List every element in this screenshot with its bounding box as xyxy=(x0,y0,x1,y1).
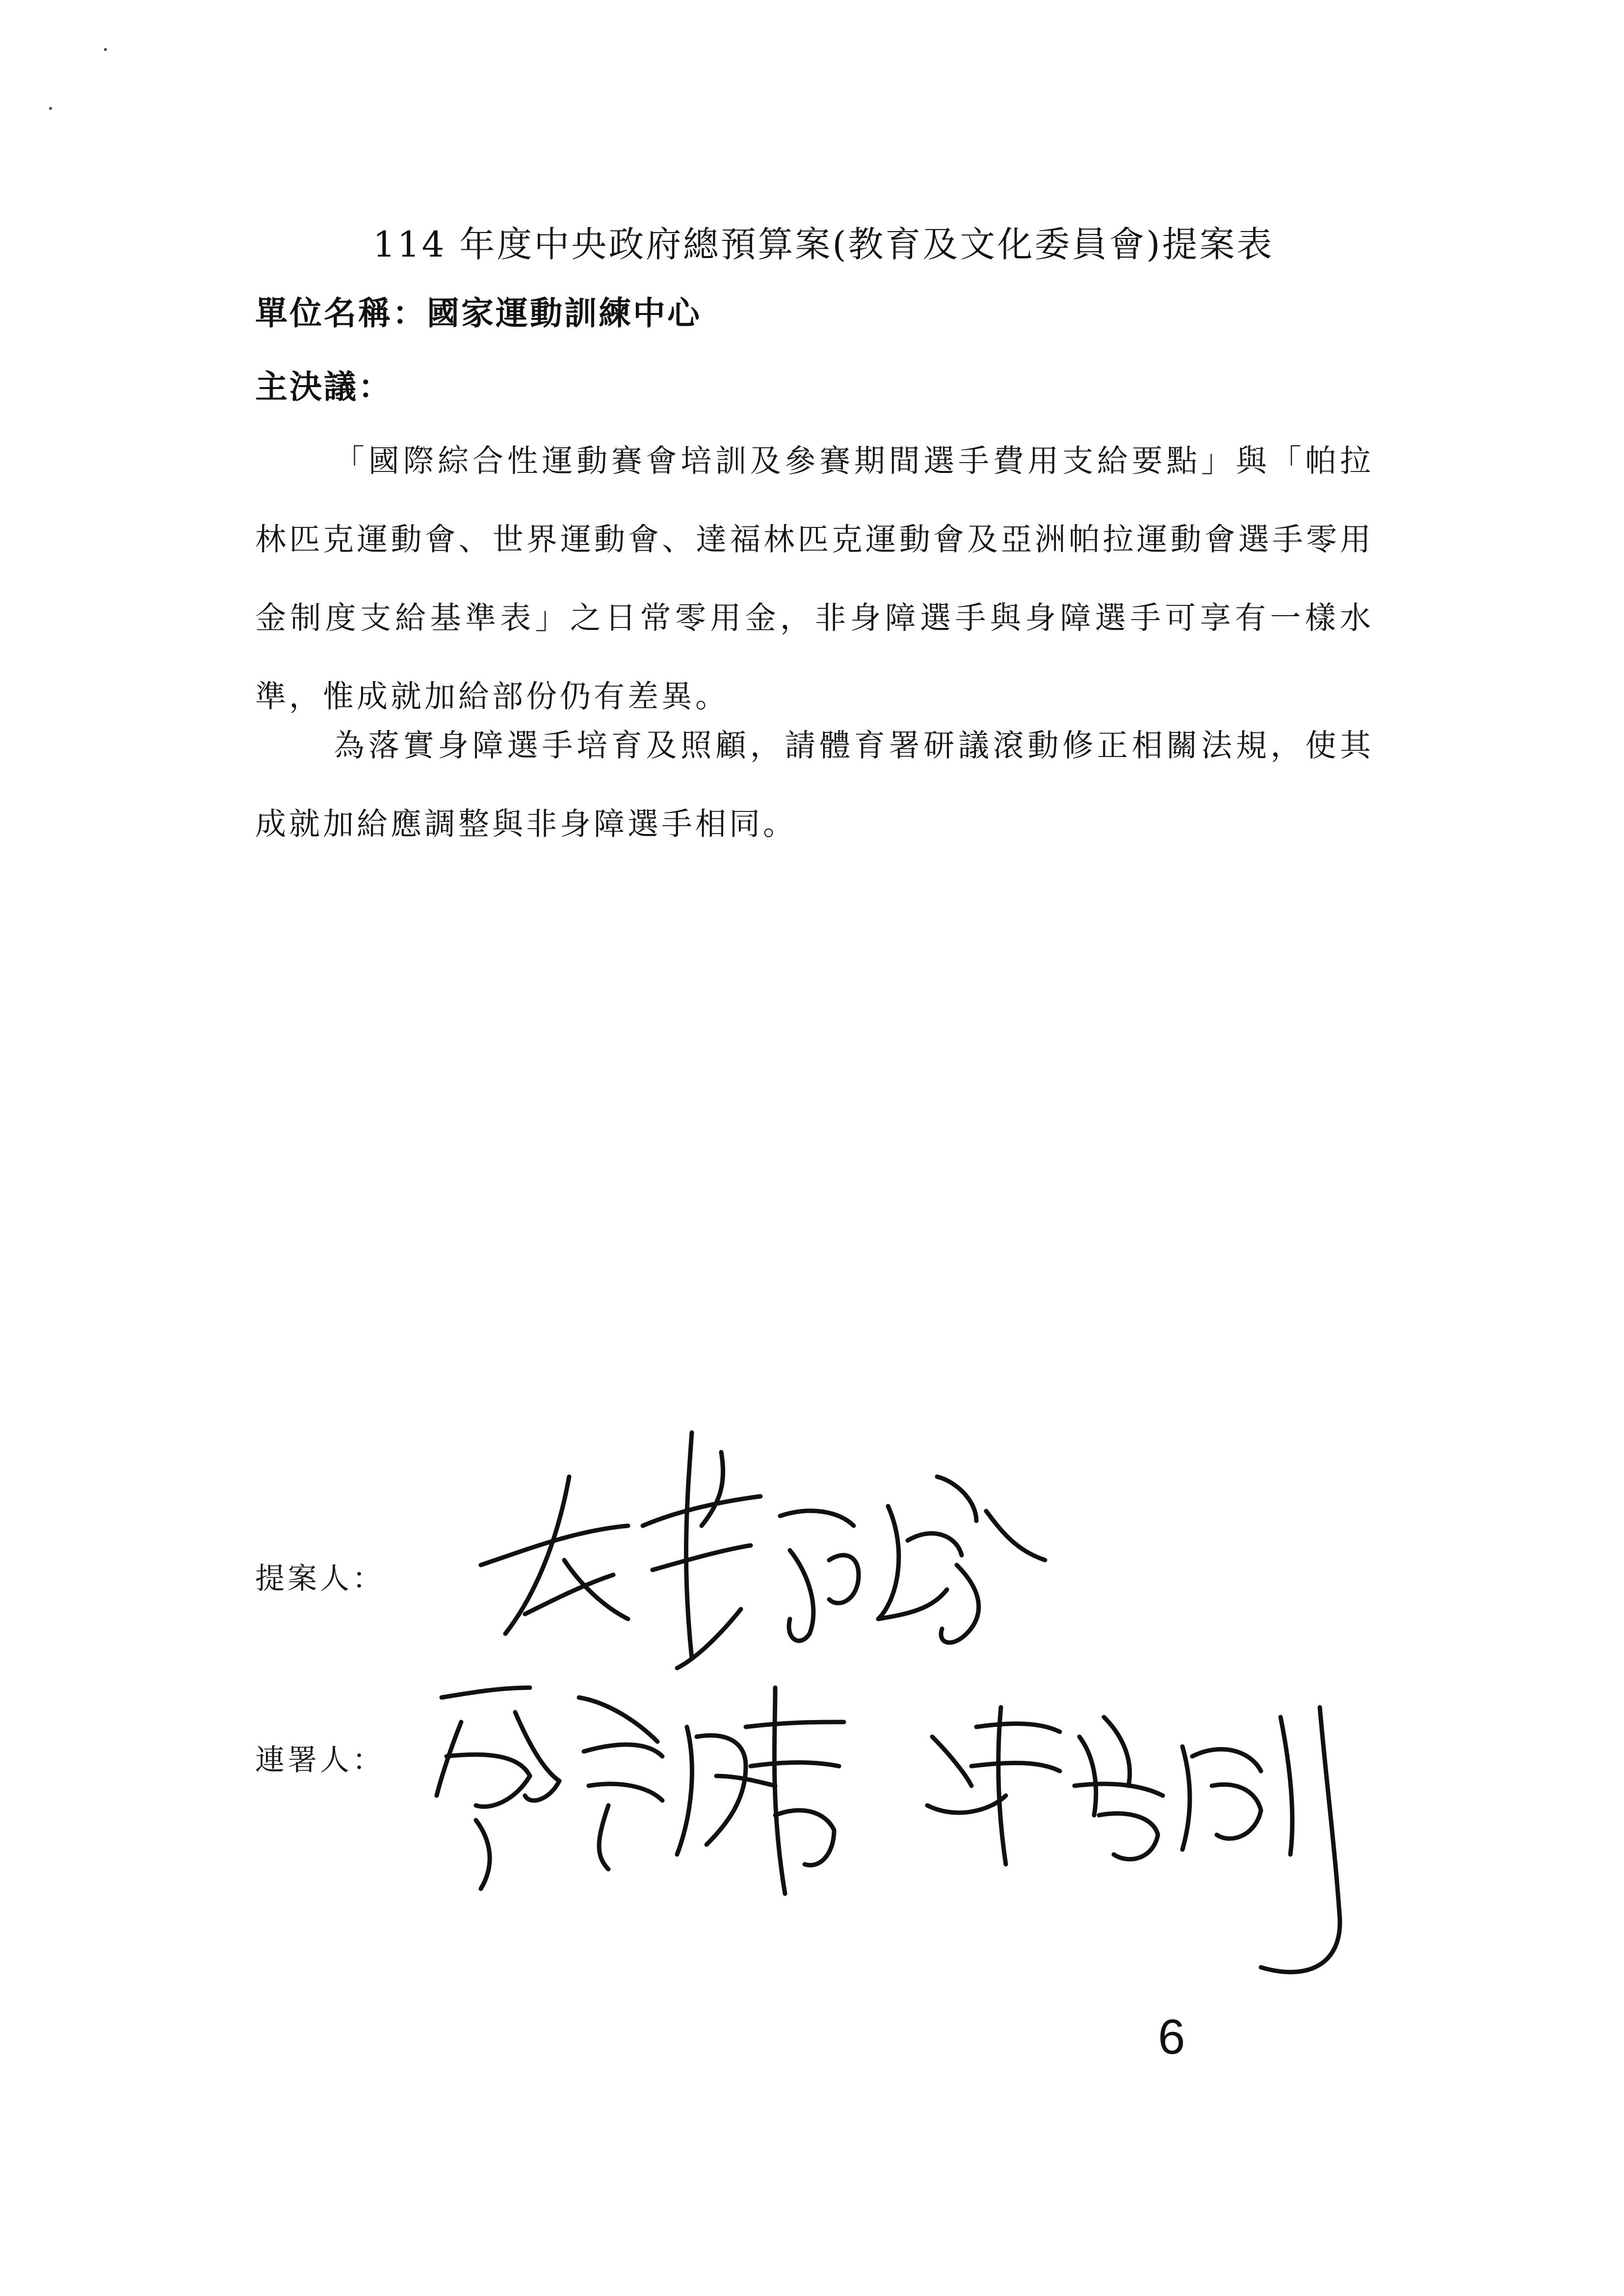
unit-name: 單位名稱：國家運動訓練中心 xyxy=(255,294,702,332)
resolution-paragraph-1: 「國際綜合性運動賽會培訓及參賽期間選手費用支給要點」與「帕拉林匹克運動會、世界運動會、達福林匹克運動會及亞洲帕拉運動會選手零用金制度支給基準表」之日常零用金，非身障選手與身障選手可享有一樣水準，惟成就加給部份仍有差異。 xyxy=(255,443,1374,714)
resolution-paragraph-2: 為落實身障選手培育及照顧，請體育署研議滾動修正相關法規，使其成就加給應調整與非身障選手相同。 xyxy=(255,728,1374,842)
cosigner-signature-1 xyxy=(432,1658,873,1913)
scan-speck xyxy=(49,107,52,110)
scan-speck xyxy=(104,48,107,51)
document-title: 114 年度中央政府總預算案(教育及文化委員會)提案表 xyxy=(373,224,1274,265)
proposer-label: 提案人： xyxy=(255,1562,385,1596)
proposer-signature xyxy=(466,1403,1055,1678)
cosigner-label: 連署人： xyxy=(255,1743,385,1777)
resolution-label: 主決議： xyxy=(255,367,393,406)
page-number: 6 xyxy=(1158,2009,1185,2064)
cosigner-signature-2 xyxy=(917,1688,1359,1992)
